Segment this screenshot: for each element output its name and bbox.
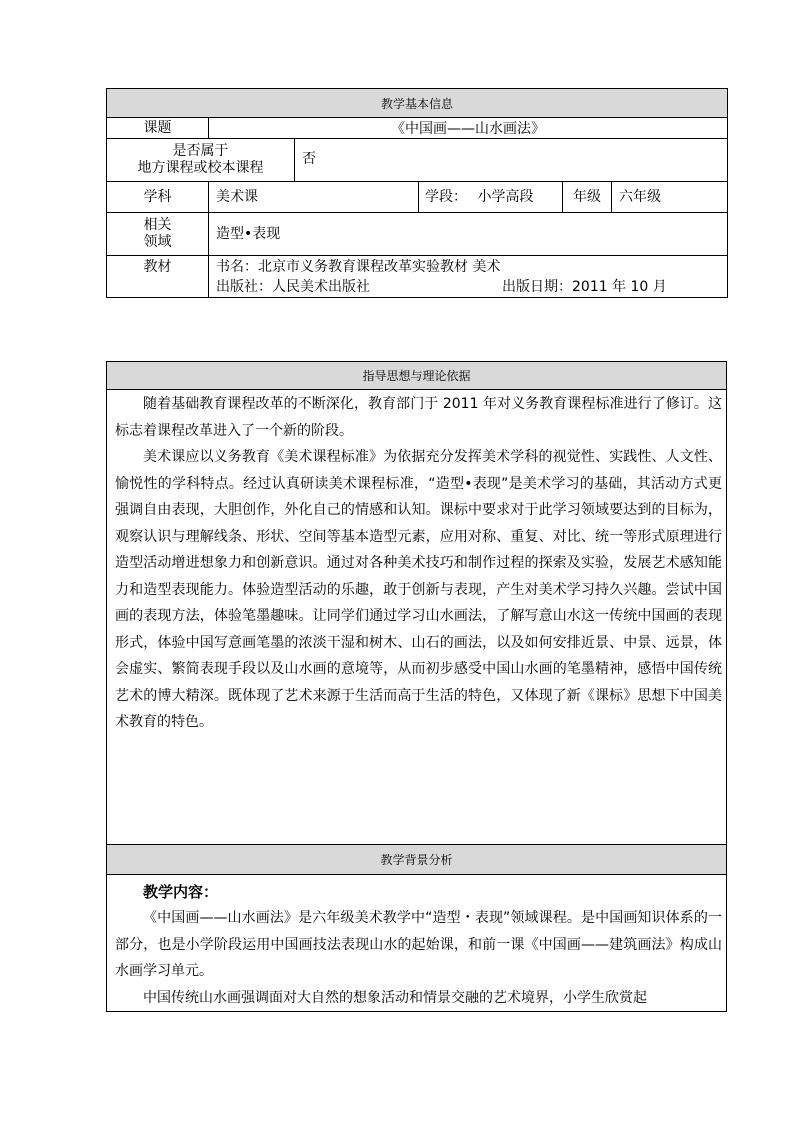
- local-course-label-line1: 是否属于: [172, 143, 229, 159]
- subject-label: 学科: [107, 182, 209, 213]
- guiding-and-background-table: [106, 361, 727, 1012]
- background-content: [107, 875, 727, 1012]
- local-course-label-line2: 地方课程或校本课程: [137, 160, 264, 176]
- grade-label: 年级: [563, 182, 612, 213]
- local-course-value: 否: [295, 139, 728, 182]
- textbook-value: [209, 256, 728, 298]
- textbook-publish-date: 出版日期：2011 年 10 月: [502, 278, 667, 295]
- field-value: 造型•表现: [209, 213, 728, 256]
- teaching-content-heading: 教学内容：: [143, 883, 219, 901]
- background-paragraph-2: 中国传统山水画强调面对大自然的想象活动和情景交融的艺术境界，小学生欣赏起: [143, 989, 647, 1006]
- topic-label: 课题: [107, 118, 209, 139]
- guiding-content: [107, 390, 727, 845]
- basic-info-table: [106, 88, 728, 298]
- stage-value: 小学高段: [477, 189, 534, 205]
- textbook-name: 书名：北京市义务教育课程改革实验教材 美术: [216, 258, 501, 275]
- field-label-line1: 相关: [143, 217, 172, 233]
- guiding-header: 指导思想与理论依据: [107, 362, 727, 390]
- basic-info-header: 教学基本信息: [107, 89, 728, 118]
- stage-cell: [419, 182, 563, 213]
- subject-value: 美术课: [209, 182, 419, 213]
- background-header: 教学背景分析: [107, 845, 727, 875]
- local-course-label: [107, 139, 295, 182]
- guiding-paragraph-1: 随着基础教育课程改革的不断深化，教育部门于 2011 年对义务教育课程标准进行了修订。这标志着课程改革进入了一个新的阶段。: [115, 396, 722, 439]
- field-label-line2: 领域: [143, 234, 172, 250]
- grade-value: 六年级: [612, 182, 728, 213]
- textbook-publisher: 出版社：人民美术出版社: [216, 278, 370, 295]
- textbook-publish-line: [216, 277, 727, 297]
- stage-label: 学段：: [425, 189, 467, 205]
- guiding-paragraph-2: 美术课应以义务教育《美术课程标准》为依据充分发挥美术学科的视觉性、实践性、人文性、愉悦性的学科特点。经过认真研读美术课程标准，“造型•表现”是美术学习的基础，其活动方式更强调自由表现，大胆创作，外化自己的情感和认知。课标中要求对于此学习领域要达到的目标为，观察认识与理解线条、形状、空间等基本造型元素，应用对称、重复、对比、统一等形式原理进行造型活动增进想象力和创新意识。通过对各种美术技巧和制作过程的探索及实验，发展艺术感知能力和造型表现能力。体验造型活动的乐趣，敢于创新与表现，产生对美术学习持久兴趣。尝试中国画的表现方法，体验笔墨趣味。让同学们通过学习山水画法，了解写意山水这一传统中国画的表现形式，体验中国写意画笔墨的浓淡干湿和树木、山石的画法，以及如何安排近景、中景、远景，体会虚实、繁简表现手段以及山水画的意境等，从而初步感受中国山水画的笔墨精神，感悟中国传统艺术的博大精深。既体现了艺术来源于生活而高于生活的特色，又体现了新《课标》思想下中国美术教育的特色。: [115, 449, 722, 730]
- field-label: [107, 213, 209, 256]
- topic-value: 《中国画——山水画法》: [209, 118, 728, 139]
- textbook-label: 教材: [107, 256, 209, 298]
- background-paragraph-1: 《中国画——山水画法》是六年级美术教学中“造型・表现”领域课程。是中国画知识体系的一部分，也是小学阶段运用中国画技法表现山水的起始课，和前一课《中国画——建筑画法》构成山水画学习单元。: [115, 910, 722, 979]
